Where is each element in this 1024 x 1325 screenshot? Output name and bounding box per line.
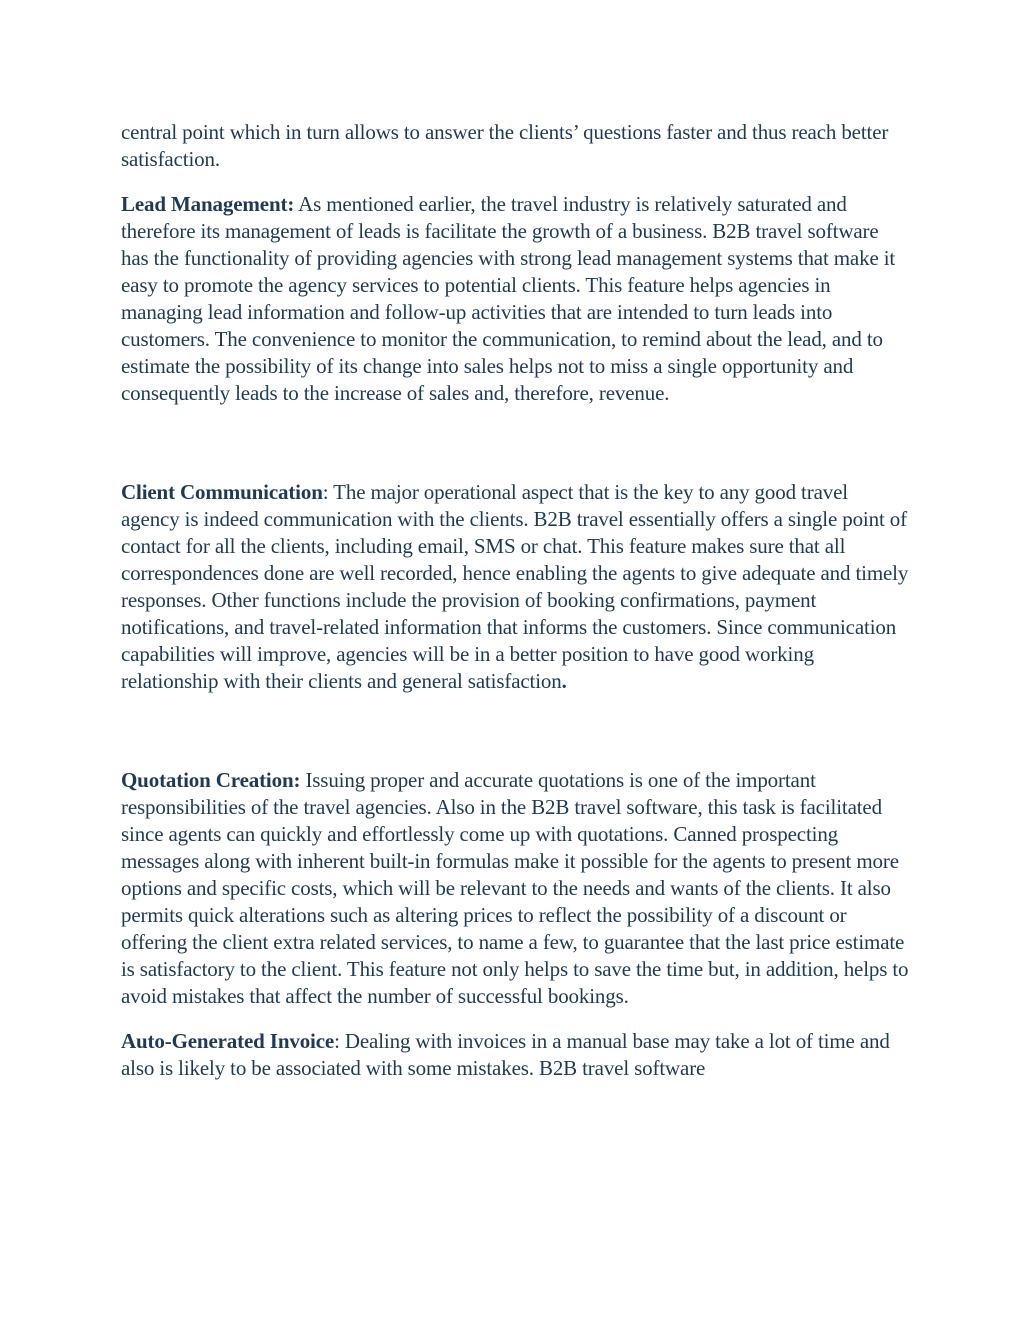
- paragraph-spacer: [121, 695, 911, 767]
- lead-management-body: As mentioned earlier, the travel industry is relatively saturated and therefore its management of leads is facilitate the growth of a business. B2B travel software has the functionality of providing agencies with strong lead management systems that make it easy to promote the agency services to potential clients. This feature helps agencies in managing lead information and follow-up activities that are intended to turn leads into customers. The convenience to monitor the communication, to remind about the lead, and to estimate the possibility of its change into sales helps not to miss a single opportunity and consequently leads to the increase of sales and, therefore, revenue.: [121, 192, 896, 405]
- quotation-creation-heading: Quotation Creation:: [121, 768, 301, 792]
- paragraph-spacer: [121, 407, 911, 479]
- client-communication-paragraph: [121, 479, 911, 695]
- auto-generated-invoice-body: : Dealing with invoices in a manual base may take a lot of time and also is likely to be associated with some mistakes. B2B travel software: [121, 1029, 890, 1080]
- auto-generated-invoice-heading: Auto-Generated Invoice: [121, 1029, 335, 1053]
- auto-generated-invoice-paragraph: [121, 1028, 911, 1082]
- intro-text: central point which in turn allows to answer the clients’ questions faster and thus reach better satisfaction.: [121, 120, 889, 171]
- paragraph-spacer: [121, 1010, 911, 1028]
- document-page: [121, 119, 911, 1082]
- client-communication-body: : The major operational aspect that is the key to any good travel agency is indeed communication with the clients. B2B travel essentially offers a single point of contact for all the clients, including email, SMS or chat. This feature makes sure that all correspondences done are well recorded, hence enabling the agents to give adequate and timely responses. Other functions include the provision of booking confirmations, payment notifications, and travel-related information that informs the customers. Since communication capabilities will improve, agencies will be in a better position to have good working relationship with their clients and general satisfaction: [121, 480, 909, 693]
- paragraph-spacer: [121, 173, 911, 191]
- lead-management-paragraph: [121, 191, 911, 407]
- quotation-creation-body: Issuing proper and accurate quotations is one of the important responsibilities of the travel agencies. Also in the B2B travel software, this task is facilitated since agents can quickly and effortlessly come up with quotations. Canned prospecting messages along with inherent built-in formulas make it possible for the agents to present more options and specific costs, which will be relevant to the needs and wants of the clients. It also permits quick alterations such as altering prices to reflect the possibility of a discount or offering the client extra related services, to name a few, to guarantee that the last price estimate is satisfactory to the client. This feature not only helps to save the time but, in addition, helps to avoid mistakes that affect the number of successful bookings.: [121, 768, 909, 1008]
- lead-management-heading: Lead Management:: [121, 192, 295, 216]
- intro-paragraph: [121, 119, 911, 173]
- client-communication-heading: Client Communication: [121, 480, 323, 504]
- quotation-creation-paragraph: [121, 767, 911, 1010]
- client-communication-end: .: [561, 669, 567, 693]
